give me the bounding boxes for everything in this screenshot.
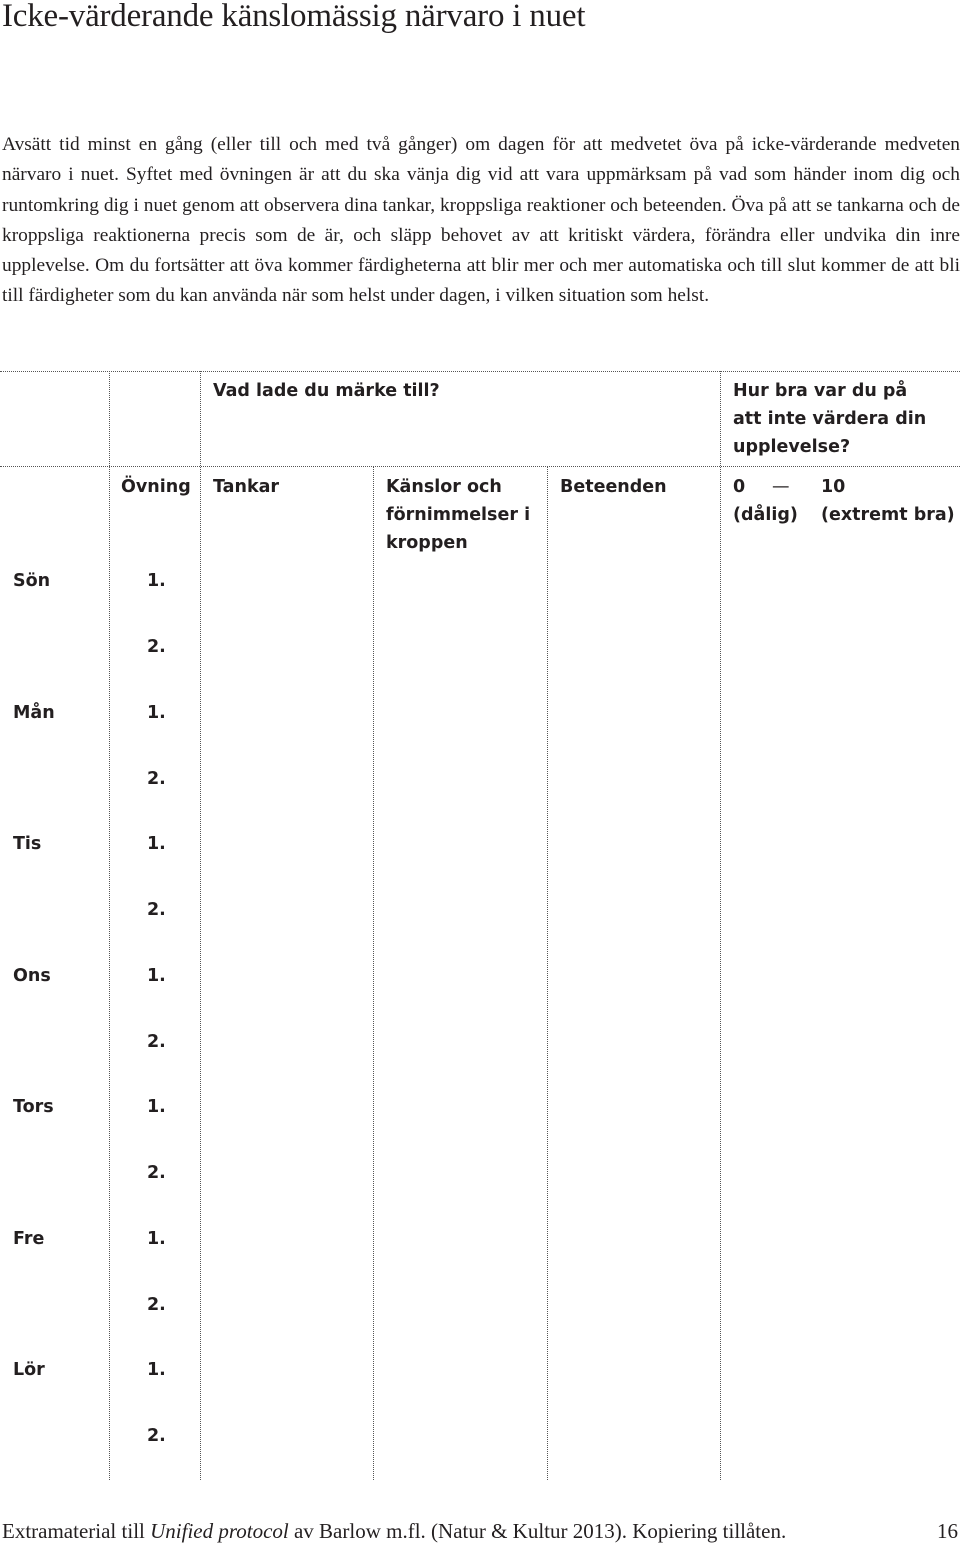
scale-low-label: (dålig) (733, 505, 798, 525)
column-rule-exercise (109, 371, 110, 1480)
day-label: Tors (13, 1097, 54, 1117)
column-rule-rating (720, 371, 721, 1480)
exercise-number: 2. (147, 1295, 166, 1315)
column-header-behaviors: Beteenden (560, 477, 667, 497)
exercise-number: 2. (147, 1426, 166, 1446)
column-header-feelings: Känslor och förnimmelser i kroppen (386, 477, 531, 553)
page-number: 16 (937, 1519, 958, 1543)
exercise-number: 1. (147, 703, 166, 723)
column-rule-feelings (373, 466, 374, 1480)
footer-book-title: Unified protocol (150, 1519, 289, 1543)
footer-suffix: av Barlow m.fl. (Natur & Kultur 2013). Kopiering tillåten. (288, 1519, 787, 1543)
scale-high: 10 (821, 477, 846, 497)
day-label: Fre (13, 1229, 45, 1249)
column-rule-behaviors (547, 466, 548, 1480)
exercise-number: 1. (147, 834, 166, 854)
exercise-number: 2. (147, 769, 166, 789)
column-header-exercise: Övning (121, 477, 191, 497)
exercise-number: 2. (147, 637, 166, 657)
exercise-number: 1. (147, 1360, 166, 1380)
exercise-number: 1. (147, 571, 166, 591)
header-what-noticed: Vad lade du märke till? (213, 381, 440, 401)
intro-paragraph: Avsätt tid minst en gång (eller till och med två gånger) om dagen för att medvetet öva på icke-värderande medveten närvaro i nuet. Syftet med övningen är att du ska vänja dig vid att vara uppmärksam på vad som händer inom dig och runtomkring dig i nuet genom att observera dina tankar, kroppsliga reaktioner och beteenden. Öva på att se tankarna och de kroppsliga reaktionerna precis som de är, och släpp behovet av att kritiskt värdera, förändra eller undvika din inre upplevelse. Om du fortsätter att öva kommer färdigheterna att blir mer och mer automatiska och till slut kommer de att bli till färdigheter som du kan använda när som helst under dagen, i vilken situation som helst. (2, 134, 960, 307)
footer-prefix: Extramaterial till (2, 1519, 151, 1543)
header-rating-question: Hur bra var du på att inte värdera din upplevelse? (733, 381, 927, 457)
scale-dash: — (772, 477, 790, 497)
day-label: Tis (13, 834, 42, 854)
exercise-number: 1. (147, 966, 166, 986)
column-rule-thoughts (200, 371, 201, 1480)
exercise-number: 2. (147, 1032, 166, 1052)
day-label: Mån (13, 703, 55, 723)
page-title: Icke-värderande känslomässig närvaro i nuet (2, 0, 586, 34)
column-header-thoughts: Tankar (213, 477, 280, 497)
footer (2, 1516, 958, 1546)
scale-low: 0 (733, 477, 746, 497)
header-divider-rule (0, 466, 960, 467)
day-label: Lör (13, 1360, 45, 1380)
scale-high-label: (extremt bra) (821, 505, 955, 525)
day-label: Sön (13, 571, 51, 591)
exercise-number: 2. (147, 900, 166, 920)
exercise-number: 1. (147, 1097, 166, 1117)
exercise-number: 1. (147, 1229, 166, 1249)
table-top-rule (0, 371, 960, 372)
day-label: Ons (13, 966, 51, 986)
exercise-number: 2. (147, 1163, 166, 1183)
